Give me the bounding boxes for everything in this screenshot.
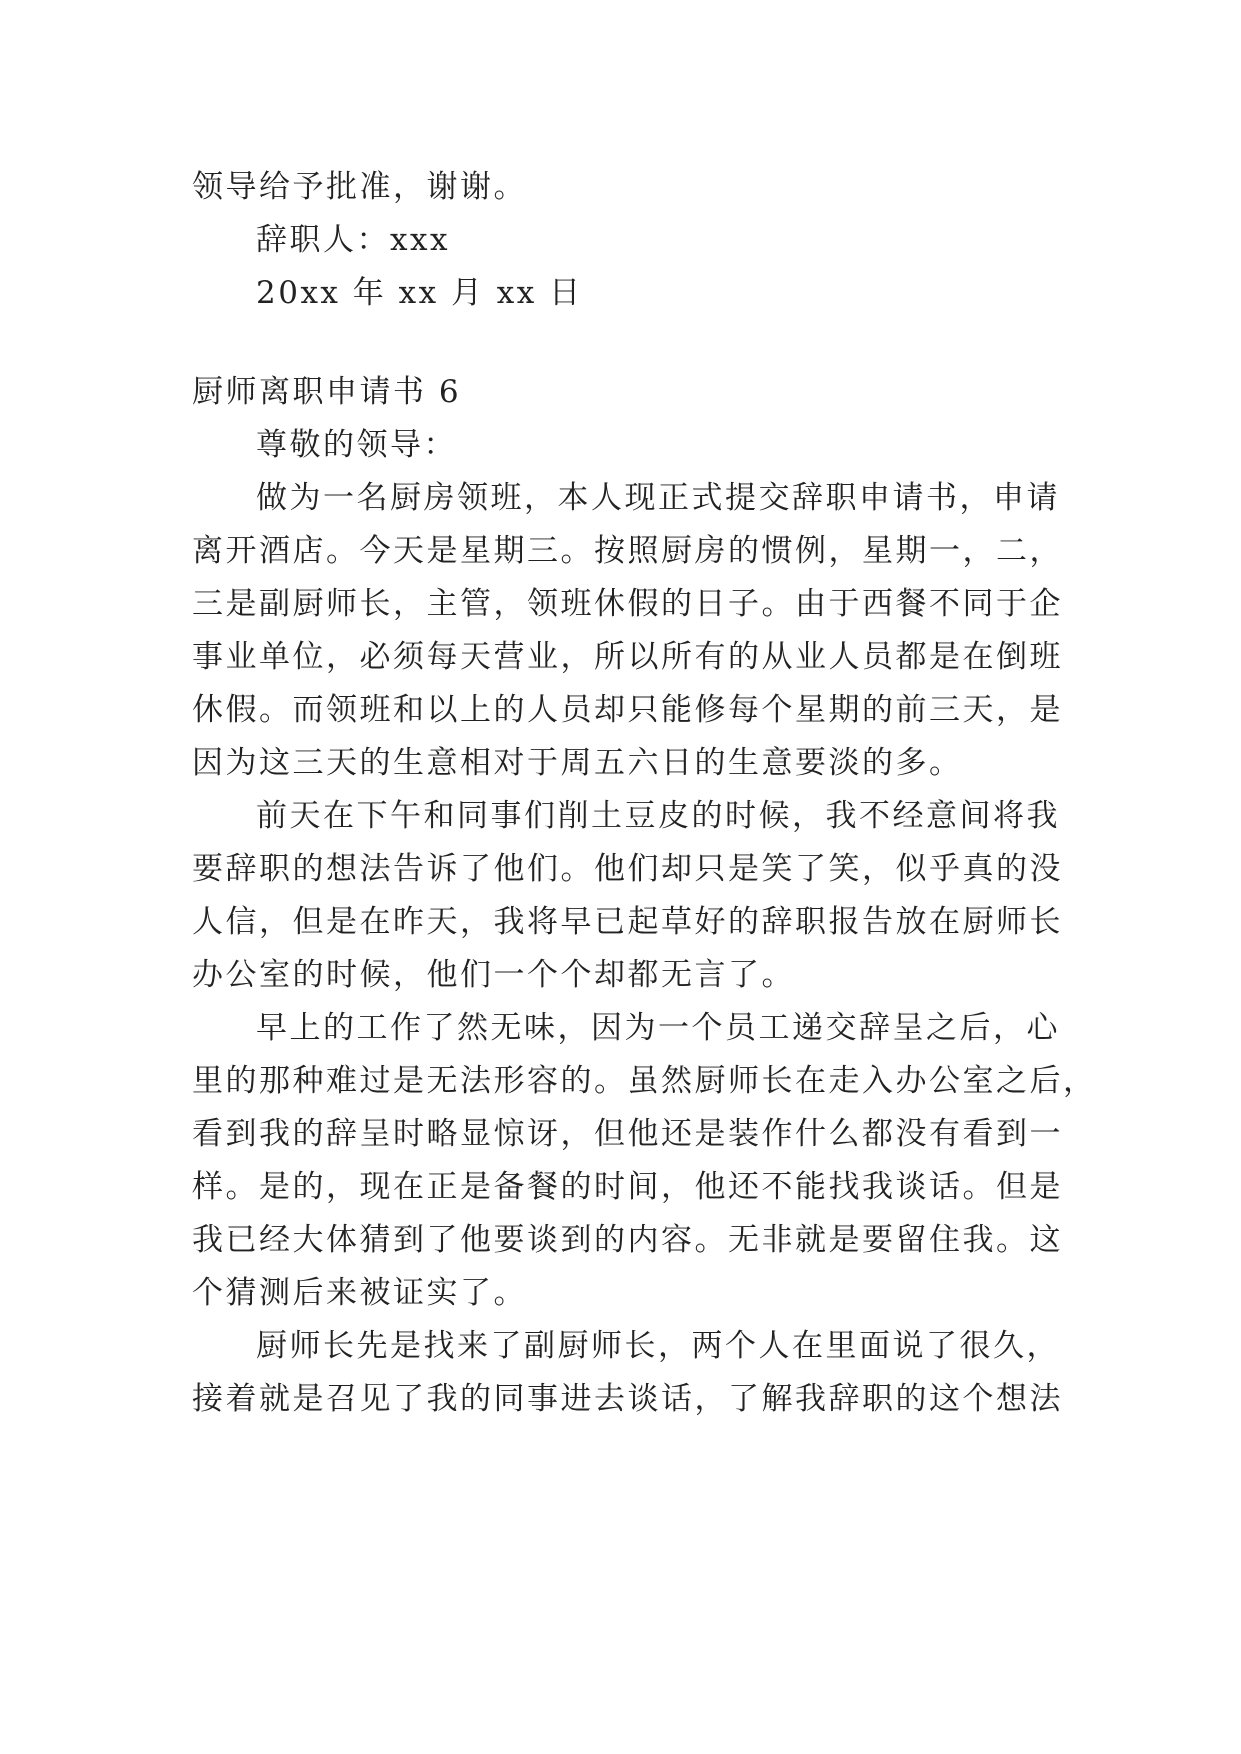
body-line: 样。是的，现在正是备餐的时间，他还不能找我谈话。但是 [192,1169,1063,1205]
date: 20xx 年 xx 月 xx 日 [256,275,583,311]
body-line: 前天在下午和同事们削土豆皮的时候，我不经意间将我 [256,798,1060,834]
body-line: 要辞职的想法告诉了他们。他们却只是笑了笑，似乎真的没 [192,851,1063,887]
body-line: 因为这三天的生意相对于周五六日的生意要淡的多。 [192,745,963,781]
body-line: 里的那种难过是无法形容的。虽然厨师长在走入办公室之后， [192,1063,1097,1099]
signature: 辞职人：xxx [256,222,450,258]
body-line: 三是副厨师长，主管，领班休假的日子。由于西餐不同于企 [192,586,1063,622]
body-line: 事业单位，必须每天营业，所以所有的从业人员都是在倒班 [192,639,1063,675]
body-line: 人信，但是在昨天，我将早已起草好的辞职报告放在厨师长 [192,904,1063,940]
body-line: 休假。而领班和以上的人员却只能修每个星期的前三天，是 [192,692,1063,728]
body-line: 接着就是召见了我的同事进去谈话，了解我辞职的这个想法 [192,1381,1063,1417]
body-line: 离开酒店。今天是星期三。按照厨房的惯例，星期一，二， [192,533,1063,569]
section-title: 厨师离职申请书 6 [192,374,462,410]
closing-line: 领导给予批准，谢谢。 [192,169,527,205]
body-line: 个猜测后来被证实了。 [192,1275,527,1311]
body-line: 办公室的时候，他们一个个却都无言了。 [192,957,795,993]
body-line: 做为一名厨房领班，本人现正式提交辞职申请书，申请 [256,480,1060,516]
body-line: 早上的工作了然无味，因为一个员工递交辞呈之后，心 [256,1010,1060,1046]
body-line: 我已经大体猜到了他要谈到的内容。无非就是要留住我。这 [192,1222,1063,1258]
body-line: 厨师长先是找来了副厨师长，两个人在里面说了很久， [256,1328,1060,1364]
body-line: 看到我的辞呈时略显惊讶，但他还是装作什么都没有看到一 [192,1116,1063,1152]
salutation: 尊敬的领导： [256,427,457,463]
